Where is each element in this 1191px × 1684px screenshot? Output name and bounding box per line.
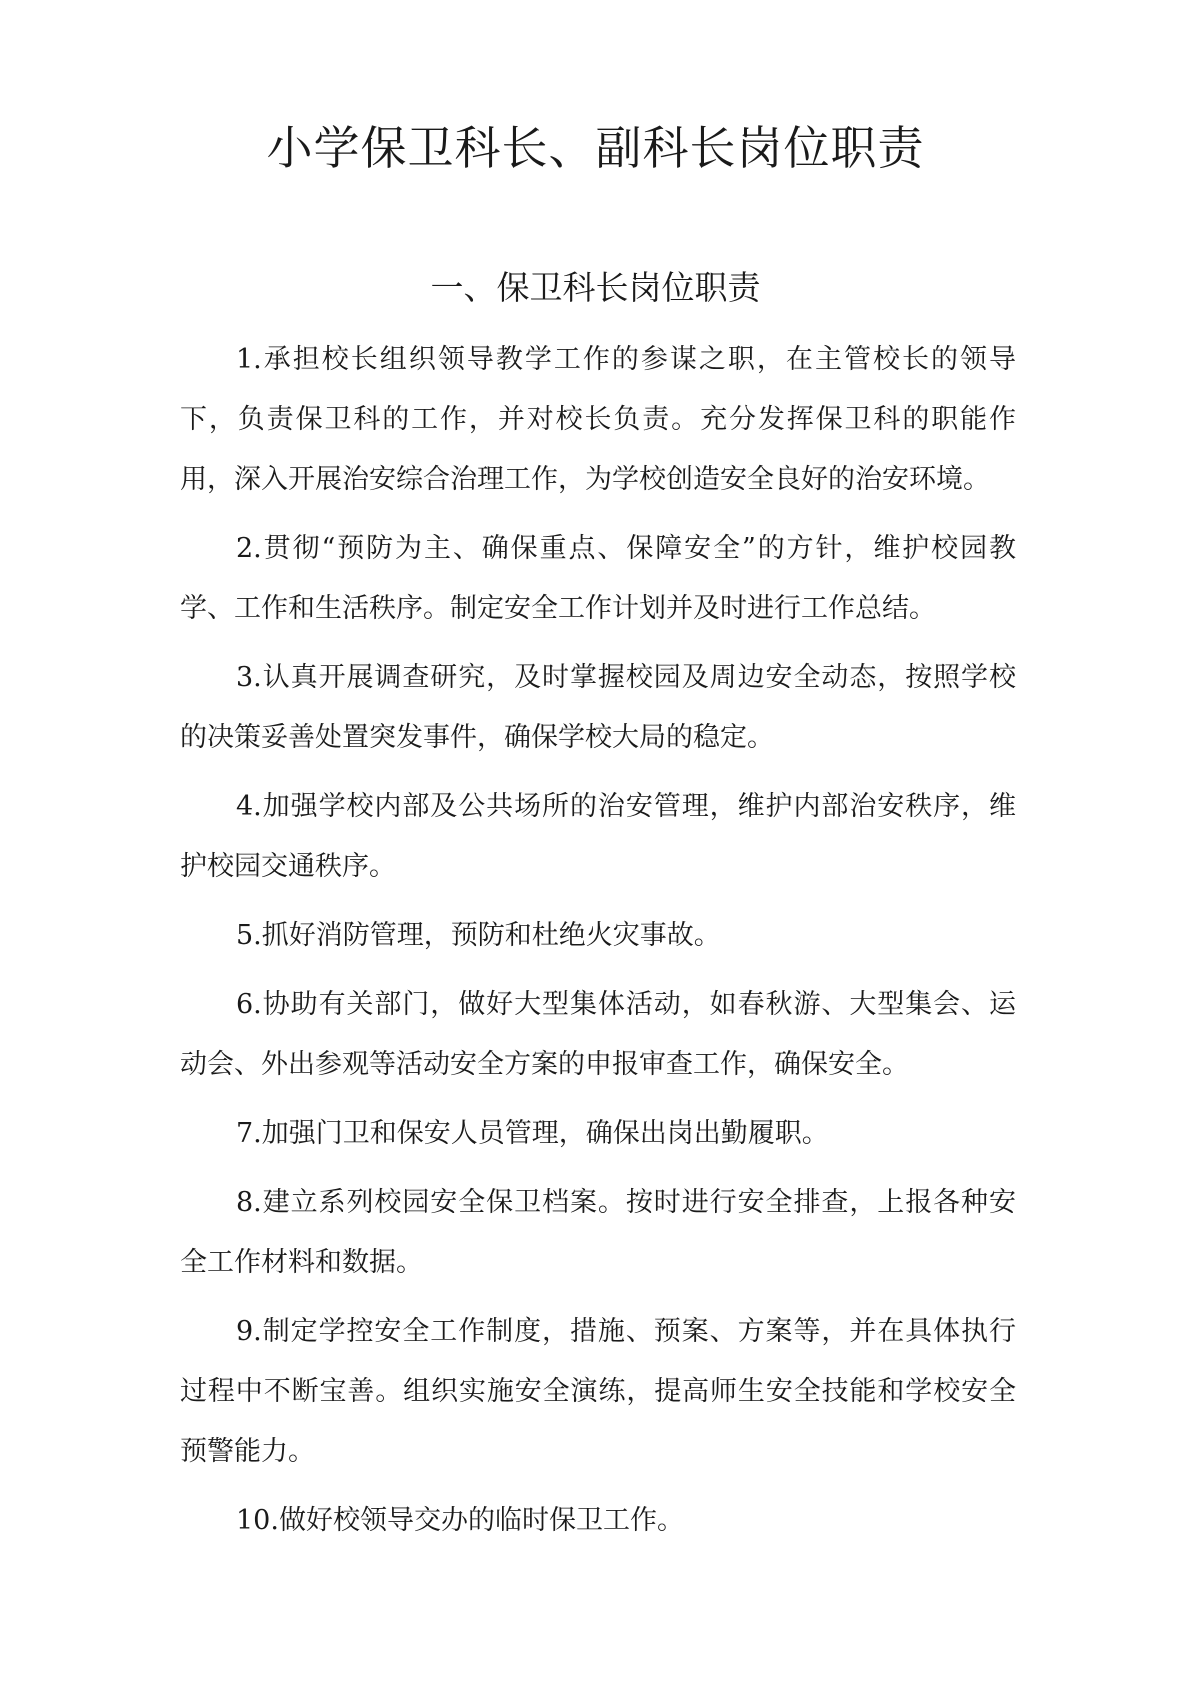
duty-item-9: 9.制定学控安全工作制度，措施、预案、方案等，并在具体执行过程中不断宝善。组织实施安全演练，提高师生安全技能和学校安全预警能力。 — [180, 1316, 1016, 1467]
section-heading: 一、保卫科长岗位职责 — [430, 268, 761, 307]
duty-item-4: 4.加强学校内部及公共场所的治安管理，维护内部治安秩序，维护校园交通秩序。 — [180, 791, 1016, 882]
duty-item-8: 8.建立系列校园安全保卫档案。按时进行安全排查，上报各种安全工作材料和数据。 — [180, 1187, 1016, 1278]
duty-item-2: 2.贯彻“预防为主、确保重点、保障安全”的方针，维护校园教学、工作和生活秩序。制定安全工作计划并及时进行工作总结。 — [180, 533, 1016, 624]
duty-list — [180, 330, 1016, 1560]
duty-item-7: 7.加强门卫和保安人员管理，确保出岗出勤履职。 — [236, 1118, 829, 1149]
duty-item-5: 5.抓好消防管理，预防和杜绝火灾事故。 — [236, 920, 721, 951]
document-title: 小学保卫科长、副科长岗位职责 — [266, 121, 925, 175]
duty-item-10: 10.做好校领导交办的临时保卫工作。 — [236, 1505, 684, 1536]
duty-item-3: 3.认真开展调查研究，及时掌握校园及周边安全动态，按照学校的决策妥善处置突发事件，确保学校大局的稳定。 — [180, 662, 1016, 753]
duty-item-6: 6.协助有关部门，做好大型集体活动，如春秋游、大型集会、运动会、外出参观等活动安全方案的申报审查工作，确保安全。 — [180, 989, 1016, 1080]
duty-item-1: 1.承担校长组织领导教学工作的参谋之职，在主管校长的领导下，负责保卫科的工作，并对校长负责。充分发挥保卫科的职能作用，深入开展治安综合治理工作，为学校创造安全良好的治安环境。 — [180, 344, 1016, 495]
